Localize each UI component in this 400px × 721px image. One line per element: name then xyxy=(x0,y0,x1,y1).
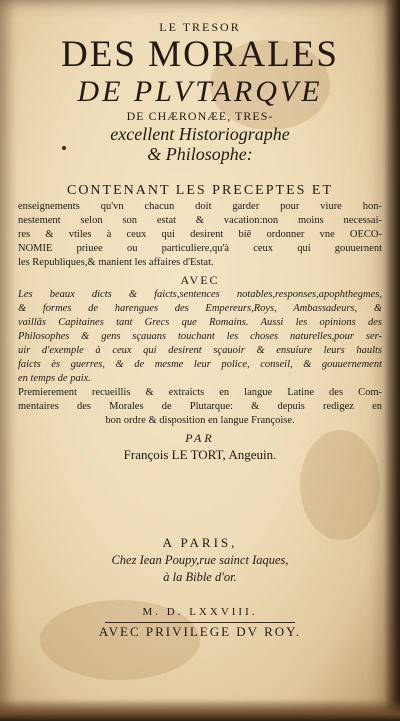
royal-privilege: AVEC PRIVILEGE DV ROY. xyxy=(98,624,302,639)
italic-line: Philosophes & gens sçauans touchant les choses naturelles,pour ser- xyxy=(18,331,382,342)
title-line-6: & Philosophe: xyxy=(147,144,253,164)
description-heading: CONTENANT LES PRECEPTES ET xyxy=(66,183,334,198)
italic-line: Les beaux dicts & faicts,sentences notables,responses,apophthegmes, xyxy=(18,289,382,300)
title-line-3: DE PLVTARQVE xyxy=(77,75,323,108)
page-edge-shadow xyxy=(384,0,400,721)
closing-line: Premierement recueillis & extraicts en langue Latine des Com- xyxy=(18,387,382,398)
title-line-5: excellent Historiographe xyxy=(110,124,290,144)
italic-line: faicts ès guerres, & de mesme leur police, conseil, & gouuernement xyxy=(18,359,382,370)
imprint-printer-sign: à la Bible d'or. xyxy=(163,570,237,584)
author-name: François LE TORT, Angeuin. xyxy=(123,447,277,462)
description-line: res & vtiles à ceux qui desirent biē ordonner vne OECO- xyxy=(18,229,382,240)
imprint-printer: Chez Iean Poupy,rue sainct Iaques, xyxy=(111,553,289,567)
imprint-place: A PARIS, xyxy=(162,535,238,550)
title-page-text xyxy=(18,20,382,641)
italic-line: en temps de paix. xyxy=(18,373,91,384)
imprint-year: M. D. LXXVIII. xyxy=(142,606,258,618)
closing-line: bon ordre & disposition en langue Françoise. xyxy=(105,415,295,426)
italic-line: vaillās Capitaines tant Grecs que Romains. Aussi les opinions des xyxy=(18,317,382,328)
avec-heading: AVEC xyxy=(180,273,220,287)
description-line: nestement selon son estat & vacation:non moins necessai- xyxy=(18,215,382,226)
closing-line: mentaires des Morales de Plutarque: & depuis redigez en xyxy=(18,401,382,412)
title-line-4: DE CHÆRONÆE, TRES- xyxy=(126,109,274,123)
italic-line: & formes de harengues des Empereurs,Roys, Ambassadeurs, & xyxy=(18,303,382,314)
page-bottom-edge xyxy=(0,699,400,721)
title-line-2: DES MORALES xyxy=(61,34,339,75)
description-line: enseignements qu'vn chacun doit garder pour viure hon- xyxy=(18,201,382,212)
description-line: les Republiques,& manient les affaires d'Estat. xyxy=(18,257,214,268)
title-line-1: LE TRESOR xyxy=(159,20,241,34)
description-line: NOMIE priuee ou particuliere,qu'à ceux qui gouuernent xyxy=(18,243,382,254)
par-label: PAR xyxy=(185,431,215,445)
italic-line: uir d'exemple à ceux qui desirent sçauoir & ensuiure leurs haults xyxy=(18,345,382,356)
